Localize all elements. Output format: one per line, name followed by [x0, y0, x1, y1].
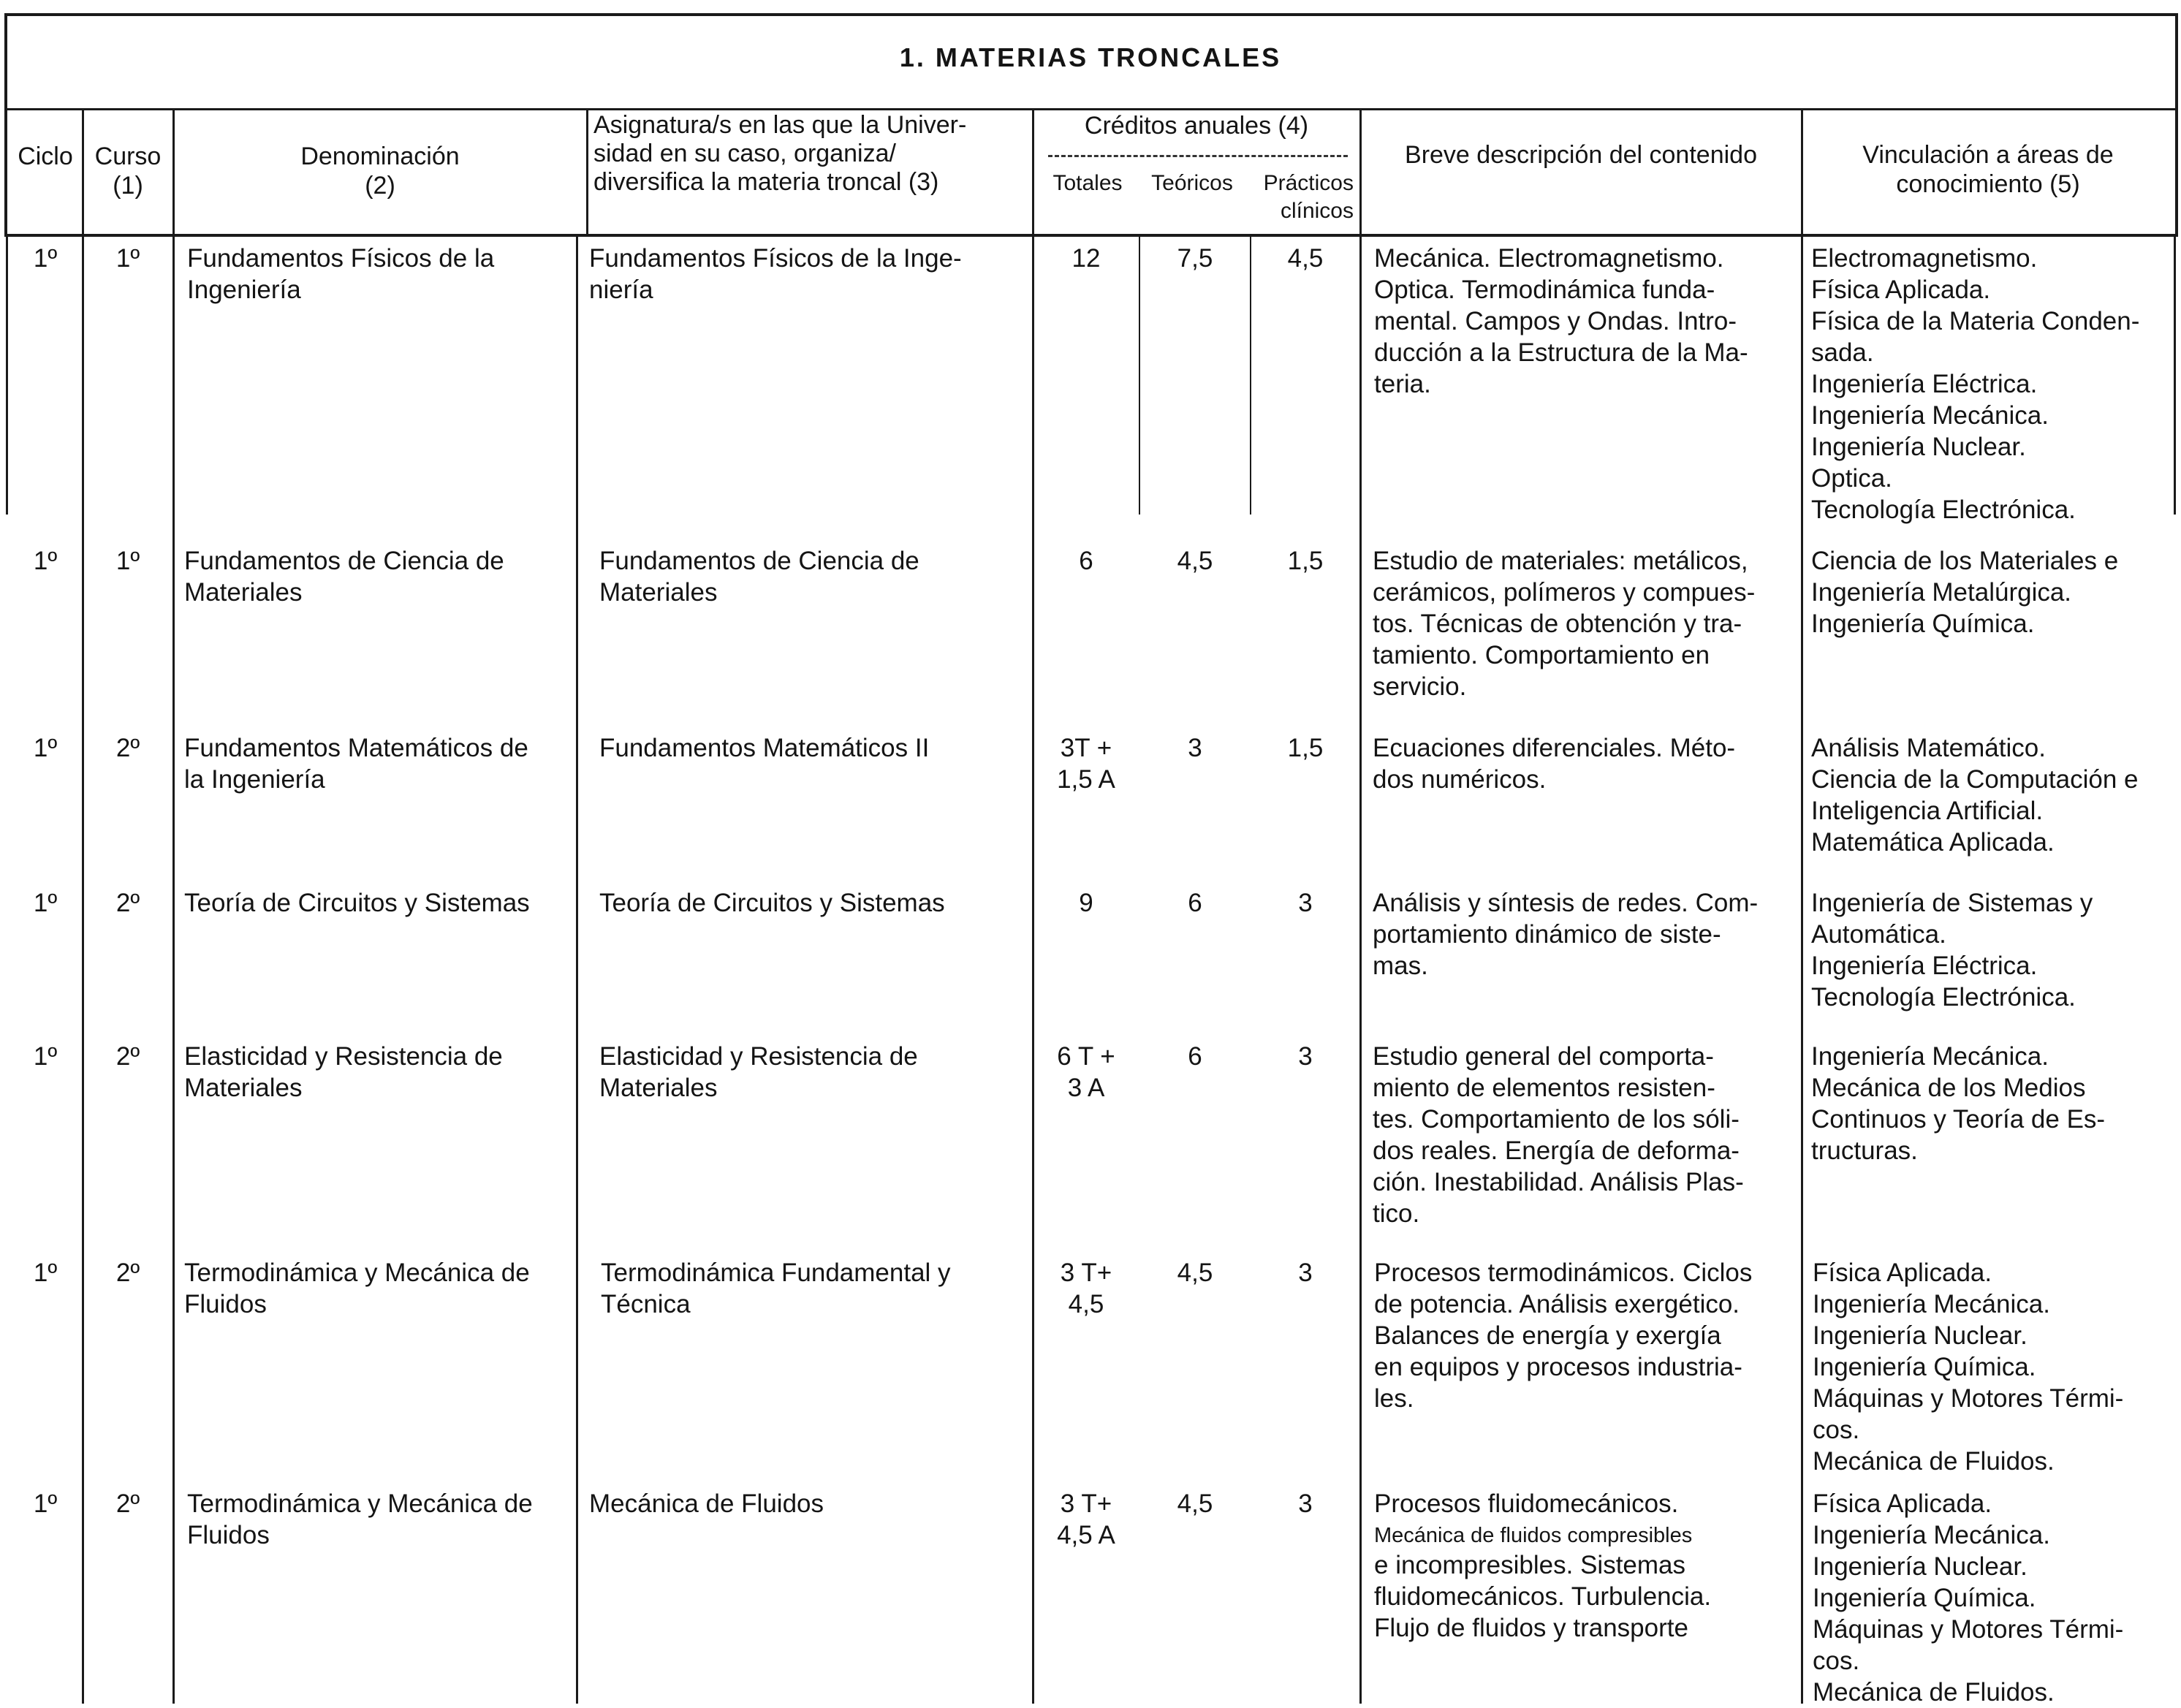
cell-asignatura: Mecánica de Fluidos	[589, 1489, 824, 1518]
col-sep-6	[1801, 237, 1803, 1704]
cell-denominacion: Elasticidad y Resistencia de Materiales	[184, 1042, 503, 1102]
cell-totales: 3 T+ 4,5 A	[1057, 1489, 1115, 1549]
cell-curso: 2º	[115, 889, 140, 917]
header-asignatura: Asignatura/s en las que la Univer- sidad en su caso, organiza/ diversifica la materia troncal (3)	[593, 111, 967, 196]
cell-denominacion: Termodinámica y Mecánica de Fluidos	[187, 1489, 533, 1549]
cell-totales: 9	[1079, 889, 1093, 917]
cell-asignatura: Termodinámica Fundamental y Técnica	[601, 1259, 951, 1318]
cell-ciclo: 1º	[33, 244, 58, 273]
cell-descripcion: Estudio de materiales: metálicos, cerámicos, polímeros y compues- tos. Técnicas de obtención y tra- tamiento. Comportamiento en servicio.	[1373, 547, 1756, 701]
cell-totales: 6	[1079, 547, 1093, 575]
header-curso: Curso (1)	[94, 143, 162, 200]
col-sep-1	[82, 237, 84, 1704]
cell-practicos: 3	[1298, 1042, 1313, 1071]
cell-curso: 2º	[115, 734, 140, 762]
header-teoricos: Teóricos	[1151, 171, 1233, 195]
cell-vinculacion: Ingeniería Mecánica. Mecánica de los Medios Continuos y Teoría de Es- tructuras.	[1811, 1042, 2106, 1165]
cell-descripcion: Mecánica. Electromagnetismo. Optica. Termodinámica funda- mental. Campos y Ondas. Intro- ducción a la Estructura de la Ma- teria.	[1374, 244, 1748, 398]
cell-vinculacion: Ciencia de los Materiales e Ingeniería Metalúrgica. Ingeniería Química.	[1811, 547, 2119, 638]
cell-curso: 2º	[115, 1259, 140, 1287]
cell-descripcion: Procesos termodinámicos. Ciclos de potencia. Análisis exergético. Balances de energía y exergía en equipos y procesos industria- les.	[1374, 1259, 1753, 1413]
cell-teoricos: 4,5	[1177, 1259, 1213, 1287]
header-totales: Totales	[1052, 171, 1123, 195]
header-denominacion: Denominación (2)	[300, 143, 460, 200]
cell-practicos: 1,5	[1287, 734, 1324, 762]
col-sep-right	[2174, 237, 2176, 515]
cell-practicos: 4,5	[1287, 244, 1324, 273]
cell-ciclo: 1º	[33, 1042, 58, 1071]
cell-teoricos: 6	[1188, 889, 1202, 917]
table-title: 1. MATERIAS TRONCALES	[899, 42, 1282, 72]
cell-vinculacion: Física Aplicada. Ingeniería Mecánica. Ingeniería Nuclear. Ingeniería Química. Máquinas y Motores Térmi- cos. Mecánica de Fluidos.	[1813, 1489, 2124, 1707]
cell-practicos: 1,5	[1287, 547, 1324, 575]
header-creditos: Créditos anuales (4)	[1084, 112, 1309, 140]
cell-descripcion: Análisis y síntesis de redes. Com- portamiento dinámico de siste- mas.	[1373, 889, 1759, 980]
cell-practicos: 3	[1298, 1259, 1313, 1287]
cell-ciclo: 1º	[33, 1259, 58, 1287]
cell-curso: 2º	[115, 1042, 140, 1071]
col-sep-3	[576, 237, 578, 1704]
header-ciclo: Ciclo	[18, 143, 73, 170]
hcol-sep-5	[1359, 110, 1362, 237]
cell-curso: 2º	[115, 1489, 140, 1518]
cell-descripcion-line3: e incompresibles. Sistemas fluidomecánicos. Turbulencia. Flujo de fluidos y transporte	[1374, 1551, 1712, 1642]
cell-vinculacion: Física Aplicada. Ingeniería Mecánica. Ingeniería Nuclear. Ingeniería Química. Máquinas y Motores Térmi- cos. Mecánica de Fluidos.	[1813, 1259, 2124, 1476]
cell-teoricos: 4,5	[1177, 1489, 1213, 1518]
col-sep-4a	[1139, 237, 1140, 515]
col-sep-4b	[1250, 237, 1251, 515]
cell-denominacion: Teoría de Circuitos y Sistemas	[184, 889, 530, 917]
col-sep-5	[1359, 237, 1362, 1704]
col-sep-left	[6, 237, 8, 515]
cell-ciclo: 1º	[33, 547, 58, 575]
cell-denominacion: Fundamentos Matemáticos de la Ingeniería	[184, 734, 528, 794]
cell-ciclo: 1º	[33, 734, 58, 762]
cell-totales: 12	[1071, 244, 1101, 273]
cell-ciclo: 1º	[33, 1489, 58, 1518]
cell-curso: 1º	[115, 547, 140, 575]
cell-denominacion: Termodinámica y Mecánica de Fluidos	[184, 1259, 530, 1318]
cell-asignatura: Fundamentos Físicos de la Inge- niería	[589, 244, 962, 304]
cell-denominacion: Fundamentos de Ciencia de Materiales	[184, 547, 504, 607]
cell-practicos: 3	[1298, 889, 1313, 917]
creditos-dash-divider	[1048, 155, 1348, 157]
cell-teoricos: 3	[1188, 734, 1202, 762]
cell-teoricos: 6	[1188, 1042, 1202, 1071]
cell-curso: 1º	[115, 244, 140, 273]
header-bottom	[4, 234, 2178, 237]
cell-totales: 3T + 1,5 A	[1057, 734, 1115, 794]
header-practicos: Prácticos clínicos	[1263, 171, 1354, 223]
header-vinculacion: Vinculación a áreas de conocimiento (5)	[1862, 141, 2114, 198]
cell-teoricos: 7,5	[1177, 244, 1213, 273]
cell-asignatura: Fundamentos de Ciencia de Materiales	[599, 547, 919, 607]
header-descripcion: Breve descripción del contenido	[1405, 141, 1757, 169]
cell-totales: 3 T+ 4,5	[1060, 1259, 1112, 1318]
cell-vinculacion: Ingeniería de Sistemas y Automática. Ingeniería Eléctrica. Tecnología Electrónica.	[1811, 889, 2093, 1011]
cell-descripcion-line2: Mecánica de fluidos compresibles	[1374, 1524, 1693, 1547]
cell-totales: 6 T + 3 A	[1057, 1042, 1115, 1102]
title-divider	[4, 108, 2178, 110]
cell-descripcion: Estudio general del comporta- miento de elementos resisten- tes. Comportamiento de los sóli- dos reales. Energía de deforma- ción. Inestabilidad. Análisis Plas- tico.	[1373, 1042, 1744, 1228]
cell-vinculacion: Electromagnetismo. Física Aplicada. Física de la Materia Conden- sada. Ingeniería Eléctrica. Ingeniería Mecánica. Ingeniería Nuclear. Optica. Tecnología Electrónica.	[1811, 244, 2140, 524]
cell-asignatura: Teoría de Circuitos y Sistemas	[599, 889, 945, 917]
cell-practicos: 3	[1298, 1489, 1313, 1518]
cell-denominacion: Fundamentos Físicos de la Ingeniería	[187, 244, 495, 304]
hcol-sep-3	[586, 110, 588, 237]
cell-asignatura: Elasticidad y Resistencia de Materiales	[599, 1042, 918, 1102]
col-sep-2	[172, 237, 175, 1704]
cell-descripcion-line1: Procesos fluidomecánicos.	[1374, 1489, 1679, 1518]
col-sep-4	[1032, 237, 1034, 1704]
cell-teoricos: 4,5	[1177, 547, 1213, 575]
cell-ciclo: 1º	[33, 889, 58, 917]
cell-descripcion: Ecuaciones diferenciales. Méto- dos numéricos.	[1373, 734, 1736, 794]
cell-vinculacion: Análisis Matemático. Ciencia de la Computación e Inteligencia Artificial. Matemática Aplicada.	[1811, 734, 2139, 857]
frame-top	[4, 13, 2178, 16]
cell-asignatura: Fundamentos Matemáticos II	[599, 734, 930, 762]
